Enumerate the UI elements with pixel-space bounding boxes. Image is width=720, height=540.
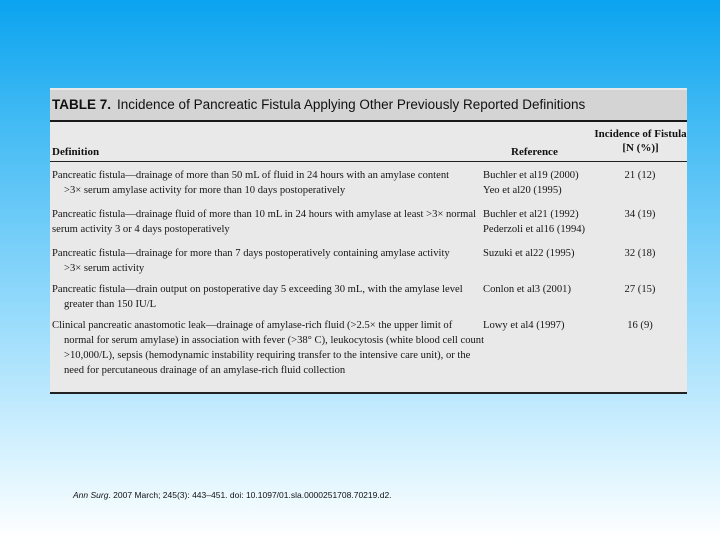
reference-line: Lowy et al4 (1997) bbox=[483, 320, 565, 331]
header-incidence-line1: Incidence of Fistula bbox=[594, 128, 687, 140]
definition-cell bbox=[52, 318, 484, 378]
table-image bbox=[50, 88, 687, 394]
header-incidence bbox=[594, 127, 687, 155]
header-reference: Reference bbox=[511, 146, 558, 158]
definition-line: normal for serum amylase) in association with fever (>38° C), leukocytosis (white blood cell count bbox=[64, 335, 485, 346]
table-title bbox=[52, 97, 585, 112]
incidence-cell: 21 (12) bbox=[624, 170, 656, 181]
definition-line: greater than 150 IU/L bbox=[64, 299, 157, 310]
table-title-text: Incidence of Pancreatic Fistula Applying Other Previously Reported Definitions bbox=[117, 97, 586, 112]
definition-line: need for percutaneous drainage of an amylase-rich fluid collection bbox=[64, 365, 346, 376]
table-title-band bbox=[50, 90, 687, 122]
incidence-cell: 27 (15) bbox=[624, 284, 656, 295]
reference-line: Suzuki et al22 (1995) bbox=[483, 248, 575, 259]
reference-cell bbox=[483, 168, 593, 198]
definition-line: serum activity 3 or 4 days postoperatively bbox=[52, 224, 230, 235]
definition-line: >3× serum activity bbox=[64, 263, 145, 274]
citation-journal: Ann Surg bbox=[73, 490, 109, 500]
definition-cell bbox=[52, 246, 484, 276]
reference-line: Yeo et al20 (1995) bbox=[483, 185, 562, 196]
header-incidence-line2: [N (%)] bbox=[622, 142, 659, 154]
header-definition: Definition bbox=[52, 146, 100, 158]
reference-line: Buchler et al21 (1992) bbox=[483, 209, 579, 220]
table-bottom-rule bbox=[50, 392, 687, 394]
citation bbox=[73, 490, 392, 500]
table-label: TABLE 7. bbox=[52, 97, 112, 112]
definition-line: >10,000/L), sepsis (hemodynamic instability requiring transfer to the intensive care unit), or the bbox=[64, 350, 471, 361]
definition-line: Pancreatic fistula—drainage fluid of more than 10 mL in 24 hours with amylase at least >3× normal bbox=[52, 209, 477, 220]
reference-cell bbox=[483, 282, 593, 297]
definition-cell bbox=[52, 282, 484, 312]
reference-line: Conlon et al3 (2001) bbox=[483, 284, 571, 295]
definition-line: Clinical pancreatic anastomotic leak—drainage of amylase-rich fluid (>2.5× the upper limit of bbox=[52, 320, 453, 331]
incidence-cell: 34 (19) bbox=[624, 209, 656, 220]
definition-line: Pancreatic fistula—drain output on postoperative day 5 exceeding 30 mL, with the amylase level bbox=[52, 284, 463, 295]
definition-line: >3× serum amylase activity for more than 10 days postoperatively bbox=[64, 185, 346, 196]
definition-line: Pancreatic fistula—drainage of more than 50 mL of fluid in 24 hours with an amylase content bbox=[52, 170, 450, 181]
reference-cell bbox=[483, 246, 593, 261]
definition-line: Pancreatic fistula—drainage for more than 7 days postoperatively containing amylase activity bbox=[52, 248, 450, 259]
reference-cell bbox=[483, 318, 593, 333]
reference-line: Buchler et al19 (2000) bbox=[483, 170, 579, 181]
definition-cell bbox=[52, 168, 484, 198]
incidence-cell: 16 (9) bbox=[627, 320, 653, 331]
incidence-cell: 32 (18) bbox=[624, 248, 656, 259]
definition-cell bbox=[52, 207, 484, 237]
reference-line: Pederzoli et al16 (1994) bbox=[483, 224, 586, 235]
citation-text: . 2007 March; 245(3): 443–451. doi: 10.1097/01.sla.0000251708.70219.d2. bbox=[108, 490, 392, 500]
reference-cell bbox=[483, 207, 593, 237]
header-rule bbox=[50, 161, 687, 162]
